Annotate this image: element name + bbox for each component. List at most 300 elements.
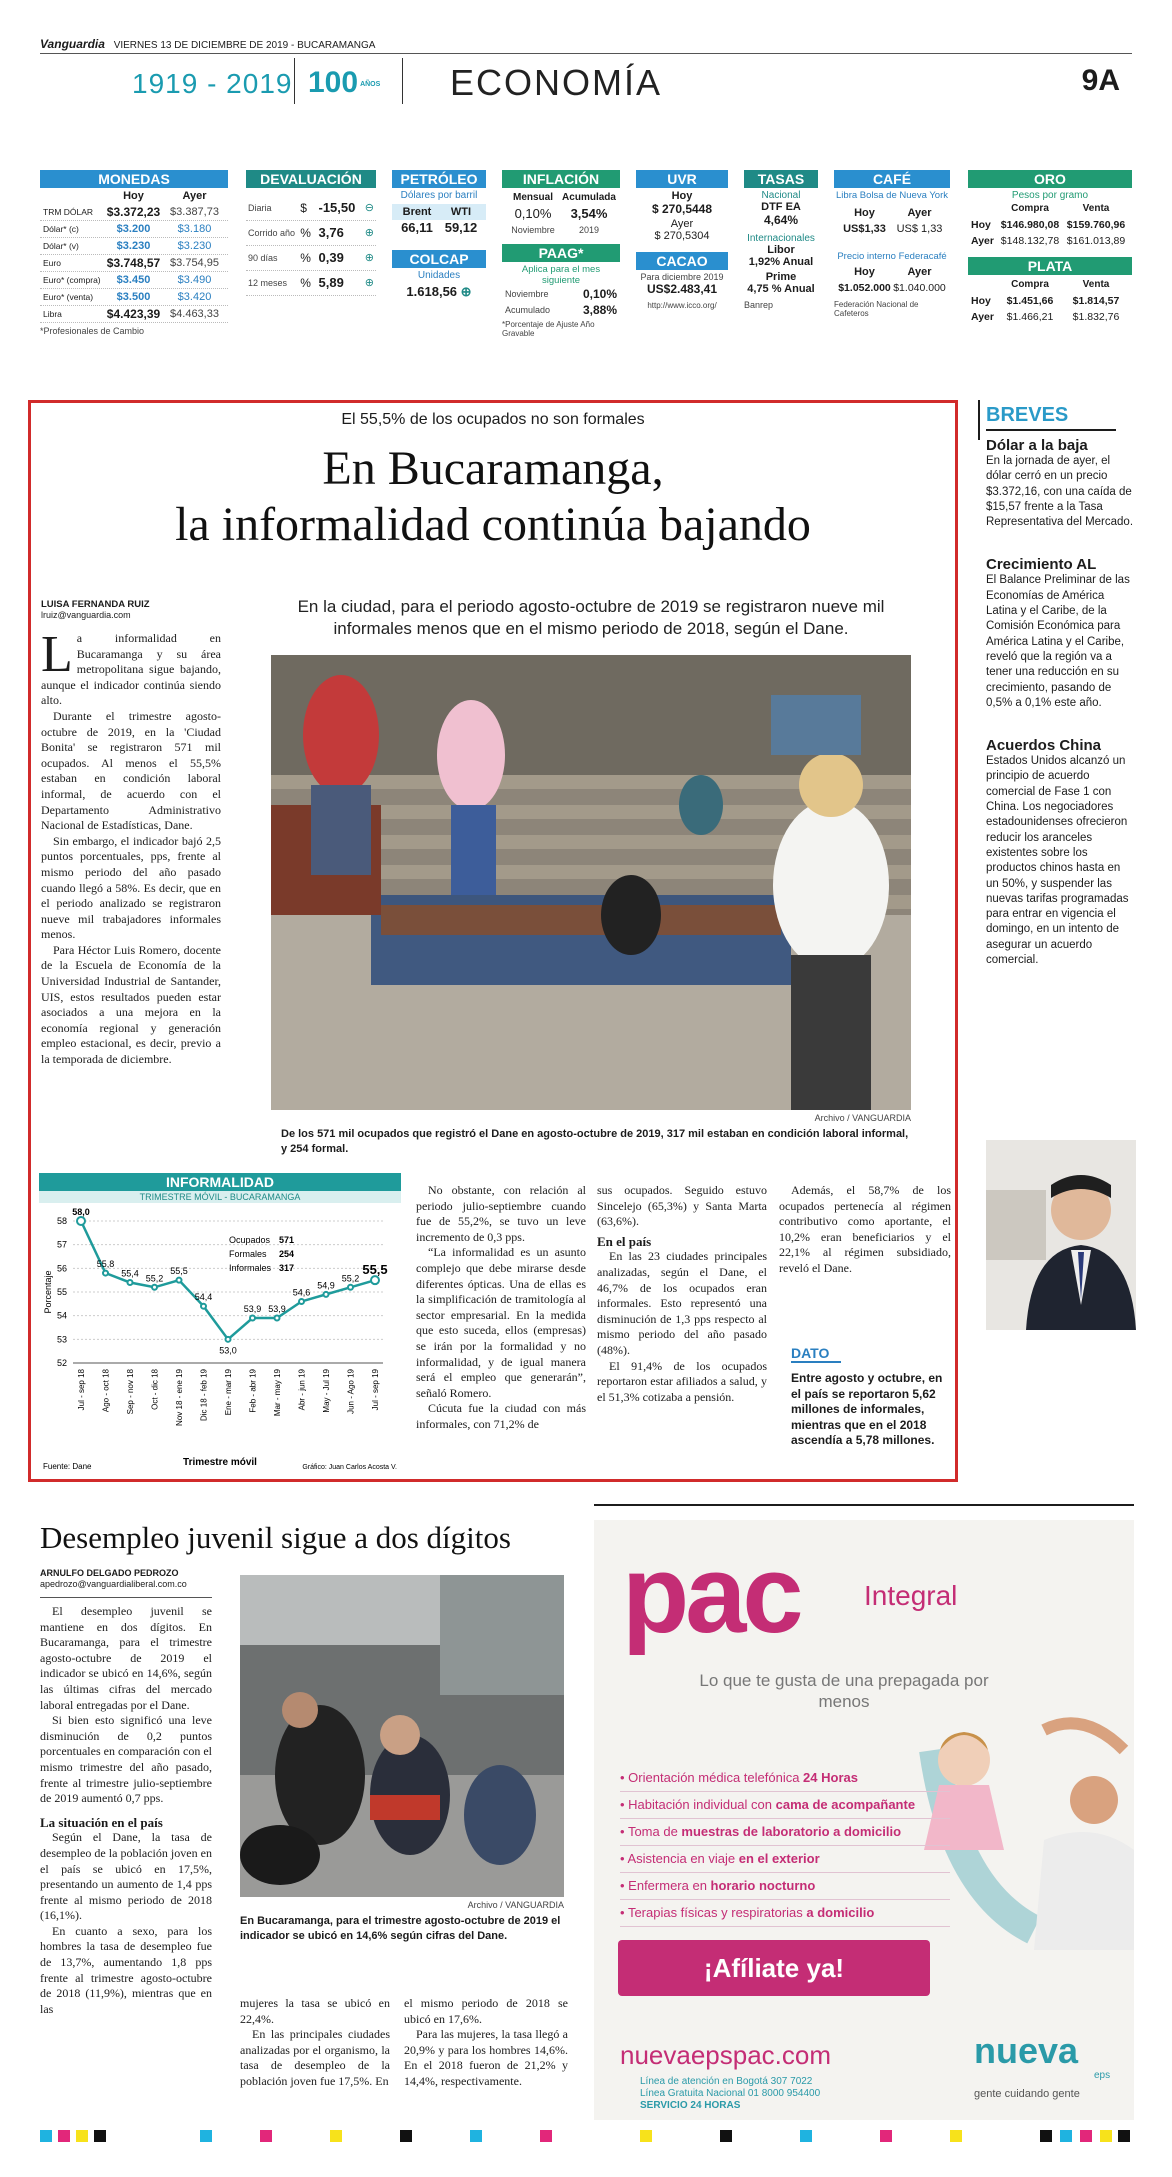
tasas-dtf-value: 4,64% bbox=[763, 213, 799, 227]
moneda-hoy: $3.748,57 bbox=[106, 256, 161, 270]
plata-title: PLATA bbox=[968, 257, 1132, 275]
subhead: En el país bbox=[597, 1233, 652, 1249]
monedas-note: *Profesionales de Cambio bbox=[40, 326, 145, 336]
paragraph: mujeres la tasa se ubicó en 22,4%. bbox=[240, 1996, 390, 2026]
paragraph: En las 23 ciudades principales analizadas, según el Dane, el 46,7% de los ocupados eran informales. Esto representó una disminución de 1,3 pps respecto al mismo periodo del año pasado (48%). bbox=[597, 1249, 767, 1357]
devaluacion-row bbox=[246, 221, 376, 246]
second-headline: Desempleo juvenil sigue a dos dígitos bbox=[40, 1520, 511, 1555]
arrow-up-icon: ⊕ bbox=[460, 284, 472, 299]
nueva-eps-logo: nueva bbox=[974, 2030, 1079, 2071]
uvr-ayer-value: $ 270,5304 bbox=[654, 230, 710, 242]
mensual-period: Noviembre bbox=[511, 225, 555, 235]
cafe-ayer2-label: Ayer bbox=[907, 266, 932, 278]
moneda-label: Libra bbox=[43, 309, 62, 319]
ad-contact bbox=[640, 2076, 820, 2112]
y-tick-label: 52 bbox=[56, 1358, 67, 1368]
x-tick-label: Jul - sep 19 bbox=[371, 1369, 380, 1411]
devaluacion-rows bbox=[246, 196, 376, 296]
moneda-label: Euro bbox=[43, 258, 61, 268]
ad-benefits bbox=[620, 1765, 950, 1927]
paragraph: No obstante, con relación al periodo julio-septiembre cuando fue de 55,2%, se tuvo un leve incremento de 0,3 pps. bbox=[416, 1183, 586, 1244]
monedas-rows bbox=[40, 204, 228, 323]
arrow-up-icon: ⊕ bbox=[364, 277, 374, 289]
x-tick-label: Jun - Ago 19 bbox=[346, 1369, 356, 1414]
dev-label: 12 meses bbox=[248, 278, 288, 288]
cafe-box bbox=[834, 170, 950, 318]
petroleo-title: PETRÓLEO bbox=[392, 170, 486, 188]
data-label: 55,4 bbox=[121, 1268, 139, 1279]
dev-value: -15,50 bbox=[318, 200, 356, 215]
dev-label: 90 días bbox=[248, 253, 278, 263]
anniversary-number: 100 bbox=[308, 66, 359, 99]
chart-title: INFORMALIDAD bbox=[39, 1173, 401, 1191]
data-point bbox=[275, 1316, 280, 1321]
x-tick-label: Abr - jun 19 bbox=[297, 1369, 307, 1411]
plata-hoy-compra: $1.451,66 bbox=[1006, 295, 1054, 307]
moneda-row bbox=[40, 238, 228, 255]
paragraph: sus ocupados. Seguido estuvo Sincelejo (65,3%) y Santa Marta (63,6%). bbox=[597, 1183, 767, 1229]
ad-line: Línea Gratuita Nacional 01 8000 954400 bbox=[640, 2088, 821, 2099]
divider bbox=[402, 58, 403, 104]
data-label: 58,0 bbox=[72, 1207, 90, 1217]
data-point bbox=[177, 1278, 182, 1283]
moneda-hoy: $3.450 bbox=[116, 274, 151, 286]
benefit-highlight: 24 Horas bbox=[803, 1770, 858, 1785]
petroleo-sub: Dólares por barril bbox=[400, 190, 478, 201]
registration-swatch bbox=[76, 2130, 88, 2142]
paragraph: Si bien esto significó una leve disminución de 0,2 puntos porcentuales en comparación con el mismo trimestre del año pasado, frente al trimestre julio-septiembre de 2019 aumentó 0,7 pps. bbox=[40, 1713, 212, 1806]
cacao-sub: Para diciembre 2019 bbox=[640, 272, 724, 282]
author-email: apedrozo@vanguardialiberal.com.co bbox=[40, 1579, 187, 1589]
data-label: 55,5 bbox=[170, 1266, 188, 1277]
data-point bbox=[152, 1285, 157, 1290]
registration-swatch bbox=[470, 2130, 482, 2142]
paragraph: Durante el trimestre agosto-octubre de 2019, en la 'Ciudad Bonita' se registraron 571 mil ocupados. Al menos el 55,5% estaban en condición laboral informal, de acuerdo con el Departamento Administrativo Nacional de Estadísticas, Dane. bbox=[41, 708, 221, 833]
benefit-highlight: en el exterior bbox=[738, 1851, 820, 1866]
x-tick-label: Nov 18 - ene 19 bbox=[175, 1369, 184, 1426]
registration-swatch bbox=[40, 2130, 52, 2142]
data-label: 55,2 bbox=[341, 1273, 360, 1284]
column-1 bbox=[41, 626, 221, 1171]
registration-swatch bbox=[330, 2130, 342, 2142]
benefit-text: Asistencia en viaje bbox=[627, 1851, 739, 1866]
cafe-hoy-value: US$1,33 bbox=[843, 223, 886, 235]
moneda-hoy: $4.423,39 bbox=[106, 307, 161, 321]
benefit-highlight: a domicilio bbox=[806, 1905, 875, 1920]
column-2 bbox=[416, 1183, 586, 1433]
data-label: 55,2 bbox=[145, 1273, 164, 1284]
cafe-ayer2-value: $1.040.000 bbox=[893, 282, 946, 294]
mensual-value: 0,10% bbox=[514, 206, 552, 221]
cafe-sub2: Precio interno Federacafé bbox=[837, 251, 947, 262]
divider bbox=[40, 1597, 212, 1598]
cafe-hoy2-value: $1.052.000 bbox=[838, 282, 891, 294]
nueva-eps-tag: gente cuidando gente bbox=[974, 2088, 1080, 2100]
data-label: 54,4 bbox=[194, 1292, 213, 1303]
ad-line: SERVICIO 24 HORAS bbox=[640, 2100, 741, 2111]
plata-ayer-venta: $1.832,76 bbox=[1072, 311, 1120, 323]
tasas-box bbox=[744, 170, 818, 310]
ad-benefit-item: • Orientación médica telefónica 24 Horas bbox=[620, 1765, 950, 1792]
paragraph: el mismo periodo de 2018 se ubicó en 17,6%. bbox=[404, 1996, 568, 2026]
registration-swatch bbox=[400, 2130, 412, 2142]
second-column-2 bbox=[240, 1996, 390, 2090]
moneda-ayer: $3.180 bbox=[177, 223, 212, 235]
registration-swatch bbox=[720, 2130, 732, 2142]
plata-hoy-label: Hoy bbox=[971, 295, 991, 307]
ad-logo: pac bbox=[622, 1533, 800, 1656]
dev-unit: $ bbox=[300, 201, 307, 215]
dev-unit: % bbox=[300, 276, 311, 290]
moneda-row bbox=[40, 255, 228, 272]
anniversary-logo bbox=[308, 66, 380, 100]
benefit-text: Orientación médica telefónica bbox=[628, 1770, 804, 1785]
devaluacion-row bbox=[246, 271, 376, 296]
oro-ayer-compra: $148.132,78 bbox=[1000, 235, 1060, 247]
paag-r2-label: Acumulado bbox=[505, 305, 551, 315]
paragraph: En cuanto a sexo, para los hombres la tasa de desempleo fue de 13,7%, aumentando 1,8 pps frente al trimestre agosto-octubre de 2018 (11,9%), mientras que en las bbox=[40, 1923, 212, 2016]
devaluacion-row bbox=[246, 246, 376, 271]
tasas-dtf: DTF EA bbox=[761, 201, 801, 213]
benefit-text: Toma de bbox=[627, 1824, 682, 1839]
x-tick-label: Dic 18 - feb 19 bbox=[199, 1369, 209, 1422]
ad-tagline: Lo que te gusta de una prepagada por menos bbox=[699, 1671, 989, 1711]
moneda-label: Dólar* (c) bbox=[43, 224, 79, 234]
job-fair-image bbox=[240, 1575, 564, 1897]
registration-swatch bbox=[1040, 2130, 1052, 2142]
uvr-ayer-label: Ayer bbox=[670, 218, 694, 230]
y-tick-label: 53 bbox=[56, 1334, 67, 1345]
paag-note: *Porcentaje de Ajuste Año Gravable bbox=[502, 320, 595, 338]
second-byline bbox=[40, 1568, 240, 1590]
ad-url[interactable]: nuevaepspac.com bbox=[620, 2040, 832, 2070]
tasas-prime-value: 4,75 % Anual bbox=[747, 283, 815, 295]
ad-benefit-item: • Asistencia en viaje en el exterior bbox=[620, 1846, 950, 1873]
breve-3 bbox=[986, 737, 1136, 968]
photo-caption: En Bucaramanga, para el trimestre agosto-octubre de 2019 el indicador se ubicó en 14,6% según cifras del Dane. bbox=[240, 1915, 561, 1942]
paag-sub: Aplica para el mes siguiente bbox=[521, 264, 601, 286]
paag-r1-value: 0,10% bbox=[582, 287, 617, 301]
data-label: 53,9 bbox=[243, 1304, 262, 1315]
x-tick-label: May - Jul 19 bbox=[322, 1369, 331, 1413]
uvr-hoy-value: $ 270,5448 bbox=[651, 202, 713, 216]
acumulada-label: Acumulada bbox=[562, 192, 616, 203]
column-4 bbox=[779, 1183, 951, 1277]
paag-r2-value: 3,88% bbox=[582, 303, 617, 317]
market-photo bbox=[271, 655, 911, 1110]
masthead bbox=[40, 36, 1132, 106]
moneda-label: TRM DÓLAR bbox=[43, 207, 94, 217]
cacao-value: US$2.483,41 bbox=[646, 282, 718, 296]
pac-advertisement[interactable] bbox=[594, 1520, 1134, 2120]
paragraph: En las principales ciudades analizadas por el organismo, la tasa de desempleo de la población joven fue 17,5%. En bbox=[240, 2027, 390, 2088]
cafe-hoy2-label: Hoy bbox=[854, 266, 875, 278]
arrow-down-icon: ⊖ bbox=[364, 202, 374, 214]
x-tick-label: Jul - sep 18 bbox=[77, 1369, 86, 1411]
benefit-highlight: cama de acompañante bbox=[775, 1797, 916, 1812]
registration-swatch bbox=[540, 2130, 552, 2142]
registration-swatch bbox=[1060, 2130, 1072, 2142]
column-3 bbox=[597, 1183, 767, 1405]
paragraph: El 91,4% de los ocupados reportaron estar afiliados a salud, y el 51,3% cotizaba a pensión. bbox=[597, 1358, 767, 1404]
plata-compra-label: Compra bbox=[1011, 279, 1049, 290]
moneda-row bbox=[40, 289, 228, 306]
oro-venta-label: Venta bbox=[1082, 203, 1110, 214]
legend-label: Ocupados bbox=[229, 1235, 271, 1245]
colcap-title: COLCAP bbox=[392, 250, 486, 268]
brent-value: 66,11 bbox=[401, 220, 433, 235]
moneda-label: Euro* (venta) bbox=[43, 292, 94, 302]
breve-title: Dólar a la baja bbox=[986, 437, 1088, 454]
page-number: 9A bbox=[1081, 64, 1120, 97]
benefit-text: Enfermera en bbox=[628, 1878, 711, 1893]
inflacion-title: INFLACIÓN bbox=[502, 170, 620, 188]
paragraph: “La informalidad es un asunto complejo que debe mirarse desde diferentes ópticas. Una de ellas es la simplificación de tramitología al sector empresarial. En la medida que esto suceda, ellos (empresas) se irán por la formalidad y no informalidad, y de igual manera será el empleo que generarán”, señaló Romero. bbox=[416, 1245, 586, 1400]
moneda-hoy: $3.372,23 bbox=[106, 205, 161, 219]
col-ayer: Ayer bbox=[182, 190, 207, 202]
author: ARNULFO DELGADO PEDROZO bbox=[40, 1568, 179, 1578]
registration-swatch bbox=[1080, 2130, 1092, 2142]
photo-credit: Archivo / VANGUARDIA bbox=[814, 1113, 911, 1123]
colcap-value: 1.618,56 bbox=[406, 284, 458, 299]
colcap-sub: Unidades bbox=[417, 270, 461, 281]
registration-swatch bbox=[1118, 2130, 1130, 2142]
y-tick-label: 55 bbox=[56, 1287, 67, 1297]
moneda-hoy: $3.230 bbox=[116, 240, 151, 252]
legend-label: Formales bbox=[229, 1249, 267, 1259]
moneda-label: Dólar* (v) bbox=[43, 241, 79, 251]
benefit-highlight: muestras de laboratorio a domicilio bbox=[681, 1824, 902, 1839]
y-tick-label: 56 bbox=[56, 1263, 67, 1274]
data-point bbox=[299, 1299, 304, 1304]
col-hoy: Hoy bbox=[123, 190, 144, 202]
breves-title: BREVES bbox=[986, 404, 1069, 426]
chart-plot bbox=[39, 1203, 401, 1473]
dato-text: Entre agosto y octubre, en el país se reportaron 5,62 millones de informales, mientras que en el 2018 ascendía a 5,78 millones. bbox=[791, 1371, 943, 1448]
oro-ayer-label: Ayer bbox=[971, 235, 994, 247]
registration-swatch bbox=[950, 2130, 962, 2142]
youth-photo bbox=[240, 1575, 564, 1897]
kicker: El 55,5% de los ocupados no son formales bbox=[341, 411, 645, 428]
inflacion-box bbox=[502, 170, 620, 338]
anniversary-years: 1919 - 2019 bbox=[132, 68, 293, 99]
legend-value: 571 bbox=[279, 1235, 295, 1245]
afiliate-button[interactable]: ¡Afíliate ya! bbox=[618, 1940, 930, 1996]
petroleo-box bbox=[392, 170, 486, 300]
headline-line-1: En Bucaramanga, bbox=[322, 442, 664, 495]
benefit-highlight: horario nocturno bbox=[710, 1878, 816, 1893]
paag-r1-label: Noviembre bbox=[505, 289, 549, 299]
breve-1 bbox=[986, 437, 1136, 530]
x-tick-label: Oct - dic 18 bbox=[150, 1369, 160, 1410]
x-tick-label: Mar - may 19 bbox=[273, 1369, 282, 1417]
ad-logo-sub: Integral bbox=[864, 1580, 958, 1611]
dato-title: DATO bbox=[791, 1345, 841, 1363]
registration-swatch bbox=[58, 2130, 70, 2142]
devaluacion-row bbox=[246, 196, 376, 221]
moneda-hoy: $3.500 bbox=[116, 291, 151, 303]
oro-compra-label: Compra bbox=[1011, 203, 1049, 214]
cafe-hoy-label: Hoy bbox=[854, 207, 875, 219]
registration-swatch bbox=[1100, 2130, 1112, 2142]
topline bbox=[40, 36, 1132, 54]
moneda-row bbox=[40, 272, 228, 289]
moneda-ayer: $3.230 bbox=[177, 240, 212, 252]
brent-label: Brent bbox=[402, 206, 432, 218]
chart-credit: Gráfico: Juan Carlos Acosta V. bbox=[302, 1464, 397, 1471]
moneda-ayer: $4.463,33 bbox=[170, 308, 219, 320]
cacao-note: http://www.icco.org/ bbox=[647, 301, 717, 310]
dev-value: 5,89 bbox=[318, 275, 344, 290]
cacao-title: CACAO bbox=[636, 252, 728, 270]
breve-title: Acuerdos China bbox=[986, 737, 1102, 755]
data-point bbox=[103, 1271, 108, 1276]
dato-box bbox=[791, 1345, 951, 1449]
data-point bbox=[348, 1285, 353, 1290]
street-vendors-image bbox=[271, 655, 911, 1110]
plata-ayer-label: Ayer bbox=[971, 311, 994, 323]
anniversary-sub: AÑOS bbox=[360, 80, 381, 88]
x-tick-label: Feb - abr 19 bbox=[248, 1369, 258, 1413]
benefit-text: Terapias físicas y respiratorias bbox=[627, 1905, 807, 1920]
dev-label: Corrido año bbox=[248, 228, 296, 238]
author: LUISA FERNANDA RUIZ bbox=[41, 599, 150, 610]
oro-hoy-venta: $159.760,96 bbox=[1066, 219, 1126, 231]
tasas-libor: Libor bbox=[767, 244, 795, 256]
ad-benefit-item: • Enfermera en horario nocturno bbox=[620, 1873, 950, 1900]
breves-column bbox=[978, 400, 1136, 1482]
tasas-title: TASAS bbox=[744, 170, 818, 188]
ad-benefit-item: • Toma de muestras de laboratorio a domicilio bbox=[620, 1819, 950, 1846]
section-title: ECONOMÍA bbox=[450, 62, 663, 103]
legend-value: 317 bbox=[279, 1263, 295, 1273]
dev-unit: % bbox=[300, 251, 311, 265]
chart-subtitle: TRIMESTRE MÓVIL - BUCARAMANGA bbox=[39, 1191, 401, 1203]
tasas-internacionales: Internacionales bbox=[747, 233, 815, 244]
registration-swatch bbox=[260, 2130, 272, 2142]
tasas-note: Banrep bbox=[744, 300, 774, 310]
x-axis-label: Trimestre móvil bbox=[183, 1457, 257, 1468]
breves-marker bbox=[978, 400, 980, 440]
brand-name: Vanguardia bbox=[40, 37, 105, 51]
breves-rule bbox=[986, 429, 1116, 431]
paragraph: a informalidad en Bucaramanga y su área metropolitana sigue bajando, aunque el indicador continúa siendo alto. bbox=[41, 631, 221, 708]
plata-hoy-venta: $1.814,57 bbox=[1072, 295, 1120, 307]
paragraph: Sin embargo, el indicador bajó 2,5 puntos porcentuales, pps, frente al mismo periodo del año pasado cuando llegó a 58%. Es decir, que en el periodo analizado se registraron nueve mil trabajadores informales menos. bbox=[41, 833, 221, 942]
acumulada-period: 2019 bbox=[578, 225, 600, 235]
x-tick-label: Ene - mar 19 bbox=[224, 1369, 233, 1416]
paragraph: Para Héctor Luis Romero, docente de la Escuela de Economía de la Universidad Industrial de Santander, UIS, estos resultados pueden estar asociados a una mejora en la economía regional y generación empleo estacional, es decir, previo a la temporada de diciembre. bbox=[41, 942, 221, 1067]
plata-venta-label: Venta bbox=[1082, 279, 1110, 290]
ad-line: Línea de atención en Bogotá 307 7022 bbox=[640, 2076, 813, 2087]
data-point bbox=[324, 1292, 329, 1297]
moneda-row bbox=[40, 221, 228, 238]
cafe-ayer-label: Ayer bbox=[907, 207, 932, 219]
cafe-title: CAFÉ bbox=[834, 170, 950, 188]
data-point bbox=[128, 1280, 133, 1285]
x-tick-label: Ago - oct 18 bbox=[101, 1369, 111, 1413]
chart-source: Fuente: Dane bbox=[43, 1462, 92, 1471]
legend-label: Informales bbox=[229, 1263, 272, 1273]
dev-value: 3,76 bbox=[318, 225, 344, 240]
photo-credit: Archivo / VANGUARDIA bbox=[467, 1900, 564, 1910]
data-point bbox=[250, 1316, 255, 1321]
paragraph: El desempleo juvenil se mantiene en dos dígitos. En Bucaramanga, para el trimestre agosto-octubre de 2019 el indicador se ubicó en 14,6%, según las últimas cifras del mercado laboral entregadas por el Dane. bbox=[40, 1604, 212, 1712]
nueva-eps-sub: eps bbox=[1094, 2070, 1111, 2081]
y-tick-label: 57 bbox=[56, 1239, 67, 1250]
wti-label: WTI bbox=[450, 206, 472, 218]
ad-benefit-item: • Habitación individual con cama de acompañante bbox=[620, 1792, 950, 1819]
byline bbox=[41, 599, 150, 621]
monedas-title: MONEDAS bbox=[40, 170, 228, 188]
paragraph: Además, el 58,7% de los ocupados pertenecía al régimen contributivo como aportante, el 10,2% eran beneficiarios y el 22,1% al régimen subsidiado, reveló el Dane. bbox=[779, 1183, 951, 1275]
oro-sub: Pesos por gramo bbox=[1011, 190, 1089, 201]
moneda-hoy: $3.200 bbox=[116, 223, 151, 235]
photo-caption: De los 571 mil ocupados que registró el Dane en agosto-octubre de 2019, 317 mil estaban en condición laboral informal, y 254 formal. bbox=[281, 1128, 909, 1155]
registration-swatch bbox=[800, 2130, 812, 2142]
uvr-box bbox=[636, 170, 728, 310]
author-email: lruiz@vanguardia.com bbox=[41, 610, 131, 620]
dropcap: L bbox=[41, 626, 73, 683]
data-point bbox=[201, 1304, 206, 1309]
cafe-note: Federación Nacional de Cafeteros bbox=[834, 300, 919, 318]
data-label: 53,0 bbox=[219, 1345, 237, 1356]
y-tick-label: 58 bbox=[56, 1216, 67, 1226]
data-label: 54,9 bbox=[317, 1280, 335, 1291]
uvr-title: UVR bbox=[636, 170, 728, 188]
divider bbox=[294, 58, 295, 104]
devaluacion-title: DEVALUACIÓN bbox=[246, 170, 376, 188]
oro-ayer-venta: $161.013,89 bbox=[1066, 235, 1126, 247]
cafe-ayer-value: US$ 1,33 bbox=[896, 223, 943, 235]
arrow-up-icon: ⊕ bbox=[364, 227, 374, 239]
second-column-3 bbox=[404, 1996, 568, 2090]
registration-swatch bbox=[94, 2130, 106, 2142]
moneda-ayer: $3.420 bbox=[177, 291, 212, 303]
y-axis-label: Porcentaje bbox=[43, 1270, 53, 1314]
dek: En la ciudad, para el periodo agosto-octubre de 2019 se registraron nueve mil informales menos que en el mismo periodo de 2018, según el Dane. bbox=[297, 597, 885, 638]
data-label: 54,6 bbox=[292, 1287, 311, 1298]
dev-label: Diaria bbox=[248, 203, 272, 213]
oro-hoy-compra: $146.980,08 bbox=[1000, 219, 1060, 231]
oro-hoy-label: Hoy bbox=[971, 219, 991, 231]
moneda-row bbox=[40, 204, 228, 221]
mensual-label: Mensual bbox=[512, 192, 553, 203]
moneda-ayer: $3.490 bbox=[177, 274, 212, 286]
tasas-nacional: Nacional bbox=[761, 190, 801, 201]
registration-swatch bbox=[640, 2130, 652, 2142]
arrow-up-icon: ⊕ bbox=[364, 252, 374, 264]
moneda-ayer: $3.754,95 bbox=[170, 257, 219, 269]
cafe-sub: Libra Bolsa de Nueva York bbox=[836, 190, 948, 201]
data-point bbox=[226, 1337, 231, 1342]
registration-swatch bbox=[880, 2130, 892, 2142]
ad-benefit-item: • Terapias físicas y respiratorias a domicilio bbox=[620, 1900, 950, 1927]
subhead: La situación en el país bbox=[40, 1814, 163, 1830]
data-point bbox=[371, 1276, 379, 1284]
headline bbox=[31, 441, 955, 553]
paag-title: PAAG* bbox=[502, 244, 620, 262]
plata-ayer-compra: $1.466,21 bbox=[1006, 311, 1054, 323]
registration-swatch bbox=[200, 2130, 212, 2142]
feature-article bbox=[28, 400, 958, 1482]
dev-value: 0,39 bbox=[318, 250, 344, 265]
data-point bbox=[77, 1217, 85, 1225]
breve-text: En la jornada de ayer, el dólar cerró en un precio $3.372,16, con una caída de $15,57 frente a la Tasa Representativa del Mercado. bbox=[986, 455, 1134, 529]
data-label: 55,5 bbox=[362, 1262, 388, 1278]
moneda-label: Euro* (compra) bbox=[43, 275, 101, 285]
data-label: 55,8 bbox=[96, 1259, 115, 1270]
